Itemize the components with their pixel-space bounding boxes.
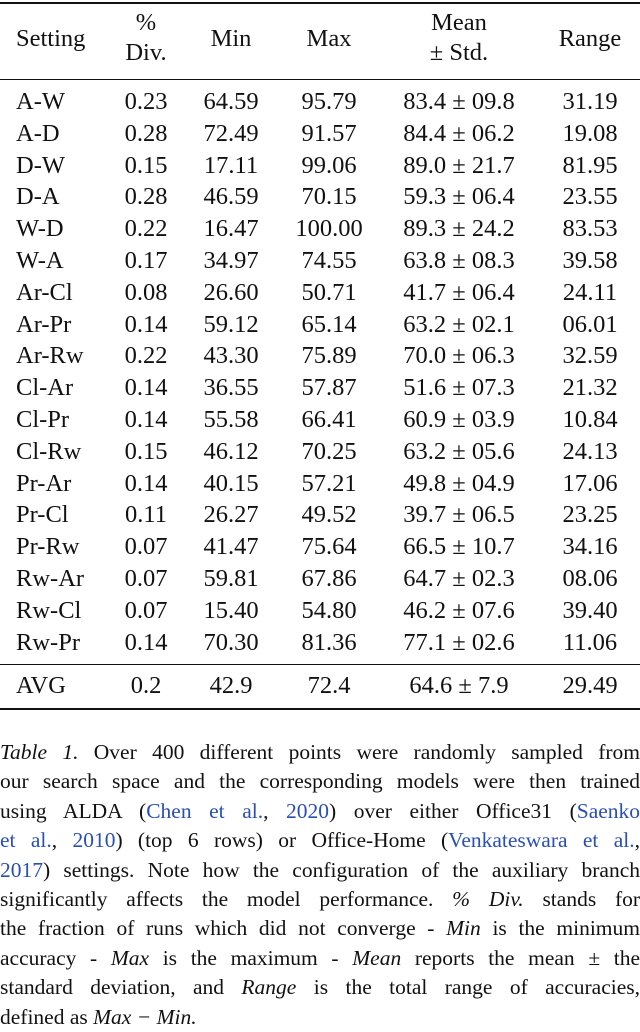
cell-range: 31.19 [562,88,618,115]
cell-mean: 63.2 ± 02.1 [403,310,515,338]
cell-mean: 64.6 ± 7.9 [409,672,509,699]
cell-min: 59.12 [203,310,259,338]
cell-mean: 77.1 ± 02.6 [403,628,515,656]
cell-max: 75.89 [301,342,357,370]
table-top-rule [0,2,640,4]
caption-line-1: Table 1. Over 400 different points were randomly sampled from [0,740,640,764]
cell-min: 59.81 [203,565,259,592]
caption-line-3: using ALDA (Chen et al., 2020) over either Office31 (Saenko [0,798,640,823]
caption-line-10: defined as Max − Min. [0,1004,197,1029]
formula: Max − Min. [93,1004,197,1029]
cell-setting: Cl-Rw [16,437,82,465]
cell-mean: 66.5 ± 10.7 [403,533,515,561]
cell-range: 34.16 [562,533,618,561]
cell-max: 70.15 [301,183,357,211]
cell-max: 54.80 [301,596,357,624]
table-row [0,150,640,182]
cell-min: 41.47 [203,533,259,561]
cell-max: 49.52 [301,501,357,529]
cell-setting: A-D [16,119,60,147]
citation-year-link[interactable]: 2010 [72,828,116,853]
cell-max: 99.06 [301,151,357,179]
cell-div: 0.17 [124,247,168,274]
caption-line-8: accuracy - Max is the maximum - Mean reports the mean ± the [0,945,640,970]
cell-setting: Pr-Cl [16,501,69,529]
table-row [0,372,640,404]
cell-setting: AVG [16,672,66,699]
cell-setting: W-D [16,215,64,243]
cell-min: 34.97 [203,247,259,274]
cell-div: 0.14 [124,406,168,433]
cell-min: 43.30 [203,342,259,370]
table-row [0,86,640,118]
cell-setting: Rw-Ar [16,565,85,592]
cell-mean: 64.7 ± 02.3 [403,565,515,592]
cell-range: 29.49 [562,672,618,699]
header-setting: Setting [16,25,86,52]
cell-div: 0.07 [124,565,168,592]
cell-range: 81.95 [562,151,618,179]
cell-min: 26.60 [203,278,259,306]
cell-setting: Cl-Pr [16,406,70,433]
term-max: Max [110,945,150,970]
cell-div: 0.07 [124,596,168,624]
cell-mean: 83.4 ± 09.8 [403,88,515,115]
cell-max: 74.55 [301,247,357,274]
cell-div: 0.15 [124,151,168,179]
cell-setting: A-W [16,88,65,115]
cell-range: 24.13 [562,437,618,465]
cell-mean: 89.3 ± 24.2 [403,215,515,243]
cell-setting: Cl-Ar [16,374,74,402]
table-bottom-rule [0,708,640,710]
cell-max: 75.64 [301,533,357,561]
cell-max: 70.25 [301,437,357,465]
table-row [0,118,640,150]
table-row-avg [0,670,640,702]
cell-div: 0.15 [124,437,168,465]
caption-line-7: the fraction of runs which did not converge - Min is the minimum [0,916,640,941]
cell-range: 23.55 [562,183,618,211]
cell-min: 26.27 [203,501,259,529]
cell-min: 55.58 [203,406,259,433]
cell-max: 57.21 [301,469,357,497]
cell-mean: 70.0 ± 06.3 [403,342,515,370]
header-mean-line1: Mean [431,9,487,36]
caption-line-5: 2017) settings. Note how the configuration of the auxiliary branch [0,857,640,882]
cell-mean: 41.7 ± 06.4 [403,278,515,306]
cell-min: 42.9 [209,672,253,699]
cell-range: 10.84 [562,406,618,433]
table-row [0,181,640,213]
cell-range: 06.01 [562,310,618,338]
caption-line-4: et al., 2010) (top 6 rows) or Office-Home (Venkateswara et al., [0,828,640,853]
cell-mean: 39.7 ± 06.5 [403,501,515,529]
cell-min: 64.59 [203,88,259,115]
cell-range: 24.11 [562,278,618,306]
cell-min: 17.11 [203,151,259,179]
cell-min: 46.59 [203,183,259,211]
cell-setting: Pr-Ar [16,469,72,497]
cell-max: 81.36 [301,628,357,656]
table-row [0,277,640,309]
table-row [0,340,640,372]
caption-line-6: significantly affects the model performance. % Div. stands for [0,887,640,912]
cell-range: 32.59 [562,342,618,370]
citation-link[interactable]: et al. [0,828,52,853]
cell-setting: Rw-Pr [16,628,80,656]
table-row [0,404,640,436]
cell-mean: 49.8 ± 04.9 [403,469,515,497]
cell-range: 21.32 [562,374,618,402]
cell-div: 0.22 [124,215,168,243]
cell-min: 36.55 [203,374,259,402]
cell-mean: 63.2 ± 05.6 [403,437,515,465]
table-caption [0,738,640,1032]
term-range: Range [241,975,297,1000]
cell-min: 72.49 [203,119,259,147]
header-min: Min [210,25,252,52]
table-header [0,8,640,72]
cell-setting: Rw-Cl [16,596,82,624]
cell-max: 95.79 [301,88,357,115]
header-mean-line2: ± Std. [429,39,489,66]
cell-mean: 84.4 ± 06.2 [403,119,515,147]
cell-max: 91.57 [301,119,357,147]
cell-max: 50.71 [301,278,357,306]
cell-range: 19.08 [562,119,618,147]
citation-year-link[interactable]: 2020 [286,798,330,823]
cell-div: 0.07 [124,533,168,561]
cell-range: 11.06 [562,628,618,656]
caption-line-9: standard deviation, and Range is the total range of accuracies, [0,975,640,1000]
cell-range: 83.53 [562,215,618,243]
cell-div: 0.14 [124,628,168,656]
cell-mean: 59.3 ± 06.4 [403,183,515,211]
caption-line-2: our search space and the corresponding models were then trained [0,769,640,794]
table-row [0,595,640,627]
cell-range: 17.06 [562,469,618,497]
cell-setting: W-A [16,247,64,274]
cell-setting: D-W [16,151,65,179]
cell-div: 0.08 [124,278,168,306]
table-row [0,436,640,468]
cell-setting: Ar-Pr [16,310,72,338]
header-max: Max [306,25,352,52]
table-row [0,499,640,531]
table-row [0,563,640,595]
cell-range: 23.25 [562,501,618,529]
cell-div: 0.28 [124,183,168,211]
header-div-line1: % [135,9,157,36]
avg-rule [0,664,640,665]
cell-mean: 60.9 ± 03.9 [403,406,515,433]
cell-range: 39.58 [562,247,618,274]
cell-mean: 89.0 ± 21.7 [403,151,515,179]
header-div-line2: Div. [125,39,167,66]
cell-min: 46.12 [203,437,259,465]
header-rule [0,79,640,80]
table-row [0,627,640,659]
cell-setting: Pr-Rw [16,533,80,561]
cell-max: 66.41 [301,406,357,433]
cell-setting: Ar-Rw [16,342,84,370]
cell-mean: 46.2 ± 07.6 [403,596,515,624]
cell-div: 0.11 [125,501,167,529]
cell-mean: 51.6 ± 07.3 [403,374,515,402]
cell-div: 0.22 [124,342,168,370]
cell-max: 100.00 [295,215,363,243]
cell-max: 65.14 [301,310,357,338]
citation-link[interactable]: Venkateswara et al. [448,828,635,853]
cell-range: 39.40 [562,596,618,624]
table-row [0,309,640,341]
cell-setting: Ar-Cl [16,278,73,306]
citation-year-link[interactable]: 2017 [0,857,43,882]
cell-setting: D-A [16,183,60,211]
cell-div: 0.14 [124,374,168,402]
header-range: Range [558,25,622,52]
caption-label: Table 1. [0,740,79,764]
table-row [0,213,640,245]
citation-link[interactable]: Chen et al. [146,798,264,823]
cell-mean: 63.8 ± 08.3 [403,247,515,274]
cell-max: 72.4 [307,672,351,699]
term-mean: Mean [352,945,402,970]
cell-range: 08.06 [562,565,618,592]
cell-div: 0.23 [124,88,168,115]
cell-min: 16.47 [203,215,259,243]
cell-min: 40.15 [203,469,259,497]
table-row [0,468,640,500]
term-min: Min [446,916,481,941]
table-row [0,531,640,563]
term-div: % Div. [452,887,524,912]
cell-min: 70.30 [203,628,259,656]
cell-div: 0.28 [124,119,168,147]
citation-link[interactable]: Saenko [576,798,640,823]
cell-min: 15.40 [203,596,259,624]
cell-max: 57.87 [301,374,357,402]
table-row [0,245,640,277]
cell-max: 67.86 [301,565,357,592]
cell-div: 0.14 [124,469,168,497]
cell-div: 0.2 [130,672,162,699]
cell-div: 0.14 [124,310,168,338]
